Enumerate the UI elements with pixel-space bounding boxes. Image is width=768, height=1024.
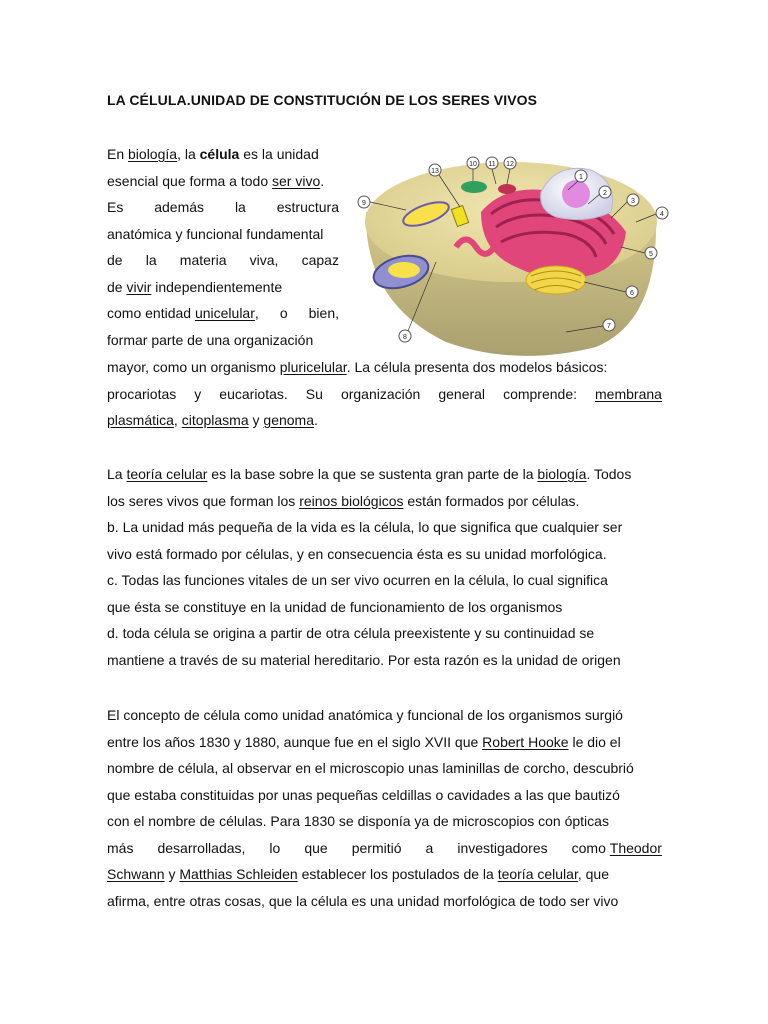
p2-line-2: los seres vivos que forman los reinos biológicos están formados por células.: [107, 492, 580, 509]
p3-line-5: con el nombre de células. Para 1830 se disponía ya de microscopios con ópticas: [107, 813, 609, 829]
callout-12: 12: [506, 161, 514, 168]
p3-line-3: nombre de célula, al observar en el microscopio unas laminillas de corcho, descubrió: [107, 760, 634, 776]
p3-line-4: que estaba constituidas por unas pequeñas celdillas o cavidades a las que bautizó: [107, 786, 620, 803]
callout-1: 1: [579, 174, 583, 181]
link-vivir[interactable]: vivir: [126, 278, 152, 295]
intro-paragraph: [107, 141, 339, 353]
intro-line-5: de la materia viva, capaz: [107, 252, 339, 268]
callout-3: 3: [631, 198, 635, 205]
teoria-celular-paragraph: [107, 461, 662, 673]
page-title: LA CÉLULA.UNIDAD DE CONSTITUCIÓN DE LOS SERES VIVOS: [107, 92, 538, 108]
link-pluricelular[interactable]: pluricelular: [279, 359, 347, 375]
p2-line-3: b. La unidad más pequeña de la vida es la célula, lo que significa que cualquier ser: [107, 519, 623, 535]
link-unicelular[interactable]: unicelular: [194, 305, 255, 321]
intro-line-7: como entidad unicelular, o bien,: [107, 300, 339, 327]
callout-2: 2: [603, 190, 607, 197]
p3-line-6: más desarrolladas, lo que permitió a investigadores como Theodor: [107, 835, 662, 862]
p3-line-1: El concepto de célula como unidad anatómica y funcional de los organismos surgió: [107, 707, 623, 723]
callout-8: 8: [403, 334, 407, 341]
intro-line-1: En biología, la célula es la unidad: [107, 146, 319, 162]
link-robert-hooke[interactable]: Robert Hooke: [482, 733, 569, 750]
intro-line-2: esencial que forma a todo ser vivo.: [107, 172, 325, 189]
intro-line-3: Es además la estructura: [107, 199, 339, 215]
callout-11: 11: [488, 161, 496, 168]
callout-9: 9: [362, 200, 366, 207]
nucleolus: [562, 180, 590, 208]
intro-line-6: de vivir independientemente: [107, 278, 283, 295]
term-celula: célula: [199, 146, 240, 162]
link-plasmatica[interactable]: plasmática: [107, 412, 174, 428]
callout-4: 4: [660, 211, 664, 218]
callout-6: 6: [630, 290, 634, 297]
callout-10: 10: [469, 161, 477, 168]
intro-cont-line-2: procariotas y eucariotas. Su organización general comprende: membrana: [107, 381, 662, 408]
link-teoria-celular[interactable]: teoría celular: [126, 466, 208, 482]
lysosome: [461, 181, 487, 193]
link-reinos-biologicos[interactable]: reinos biológicos: [299, 492, 404, 509]
link-biologia[interactable]: biología: [128, 146, 178, 162]
p3-line-2: entre los años 1830 y 1880, aunque fue en el siglo XVII que Robert Hooke le dio el: [107, 733, 621, 750]
p2-line-5: c. Todas las funciones vitales de un ser vivo ocurren en la célula, lo cual significa: [107, 572, 608, 588]
link-matthias-schleiden[interactable]: Matthias Schleiden: [179, 866, 298, 882]
p3-line-8: afirma, entre otras cosas, que la célula es una unidad morfológica de todo ser vivo: [107, 892, 619, 909]
link-ser-vivo[interactable]: ser vivo: [272, 172, 321, 189]
p2-line-6: que ésta se constituye en la unidad de funcionamiento de los organismos: [107, 598, 563, 615]
link-schwann[interactable]: Schwann: [107, 866, 165, 882]
intro-continuation: [107, 354, 662, 434]
intro-line-4: anatómica y funcional fundamental: [107, 225, 324, 242]
link-theodor[interactable]: Theodor: [609, 839, 662, 856]
link-teoria-celular-2[interactable]: teoría celular: [497, 866, 578, 882]
p3-line-7: Schwann y Matthias Schleiden establecer los postulados de la teoría celular, que: [107, 866, 609, 882]
cell-illustration: [356, 152, 672, 362]
intro-cont-line-3: plasmática, citoplasma y genoma.: [107, 412, 318, 428]
peroxisome: [498, 184, 516, 194]
p2-line-4: vivo está formado por células, y en consecuencia ésta es su unidad morfológica.: [107, 545, 607, 562]
callout-7: 7: [607, 323, 611, 330]
p2-line-7: d. toda célula se origina a partir de otra célula preexistente y su continuidad se: [107, 625, 595, 641]
callout-5: 5: [649, 251, 653, 258]
link-biologia-2[interactable]: biología: [537, 466, 587, 482]
link-citoplasma[interactable]: citoplasma: [181, 412, 249, 428]
concepto-celula-paragraph: [107, 702, 662, 914]
intro-line-8: formar parte de una organización: [107, 331, 314, 348]
callout-13: 13: [431, 168, 439, 175]
intro-cont-line-1: mayor, como un organismo pluricelular. La célula presenta dos modelos básicos:: [107, 359, 608, 375]
p2-line-8: mantiene a través de su material hereditario. Por esta razón es la unidad de origen: [107, 651, 621, 668]
link-genoma[interactable]: genoma: [263, 412, 314, 428]
p2-line-1: La teoría celular es la base sobre la que se sustenta gran parte de la biología. Todos: [107, 466, 632, 482]
link-membrana[interactable]: membrana: [595, 385, 662, 402]
